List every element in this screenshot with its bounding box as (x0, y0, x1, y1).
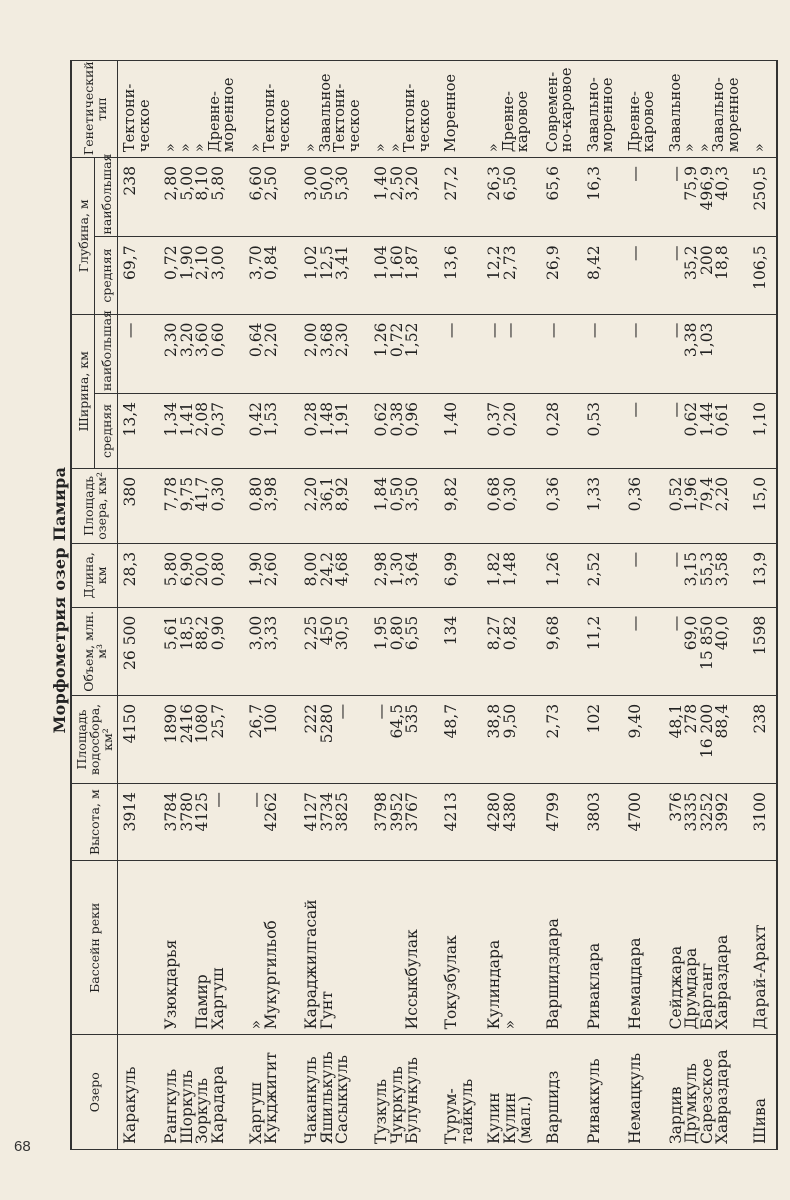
cell-width-max: — 3,38 1,03 (664, 314, 749, 393)
cell-depth-max: 26,3 6,50 (482, 158, 541, 237)
table-row (748, 61, 777, 1150)
cell-catchment: 4150 (118, 695, 160, 783)
cell-basin: » Мукургильоб (244, 861, 300, 1035)
cell-depth-max: 1,40 2,50 3,20 (369, 158, 439, 237)
cell-lake: Турум- тайкуль (439, 1035, 482, 1150)
cell-volume: — (623, 607, 664, 695)
cell-genetic: » (748, 61, 777, 158)
cell-catchment: 9,40 (623, 695, 664, 783)
cell-area: 0,36 (623, 468, 664, 543)
cell-catchment: 26,7 100 (244, 695, 300, 783)
cell-width-avg: — (623, 393, 664, 468)
table-row (244, 61, 300, 1150)
cell-height: 3784 3780 4125 — (159, 784, 244, 861)
cell-basin: Риваклара (582, 861, 623, 1035)
cell-volume: 2,25 450 30,5 (299, 607, 369, 695)
cell-depth-max: — (623, 158, 664, 237)
cell-depth-avg: — 35,2 200 18,8 (664, 237, 749, 314)
cell-length: 5,80 6,90 20,0 0,80 (159, 543, 244, 607)
cell-lake: Рангкуль Шоркуль Зоркуль Карадара (159, 1035, 244, 1150)
header-depth-max: наибольшая (95, 158, 118, 237)
cell-lake: Немацкуль (623, 1035, 664, 1150)
cell-length: — (623, 543, 664, 607)
table-row (299, 61, 369, 1150)
cell-depth-max: 2,80 5,00 8,10 5,80 (159, 158, 244, 237)
cell-width-avg: 0,62 0,38 0,96 (369, 393, 439, 468)
cell-height: 4700 (623, 784, 664, 861)
cell-catchment: 1890 2416 1080 25,7 (159, 695, 244, 783)
cell-lake: Харгуш Кукджигит (244, 1035, 300, 1150)
cell-height: 3914 (118, 784, 160, 861)
cell-lake: Зардив Друмкуль Сарезское Хавраздара (664, 1035, 749, 1150)
cell-catchment: 48,1 278 16 200 88,4 (664, 695, 749, 783)
cell-genetic: » Завальное Тектони- ческое (299, 61, 369, 158)
table-row (159, 61, 244, 1150)
cell-width-avg: 1,40 (439, 393, 482, 468)
morphometry-table (70, 60, 778, 1150)
cell-genetic: » » Тектони- ческое (369, 61, 439, 158)
cell-volume: 11,2 (582, 607, 623, 695)
cell-width-max: — (582, 314, 623, 393)
cell-length: 28,3 (118, 543, 160, 607)
cell-length: 8,00 24,2 4,68 (299, 543, 369, 607)
table-row (369, 61, 439, 1150)
cell-depth-avg: 106,5 (748, 237, 777, 314)
cell-genetic: Древне- каровое (623, 61, 664, 158)
cell-basin: Токузбулак (439, 861, 482, 1035)
cell-length: 1,82 1,48 (482, 543, 541, 607)
cell-width-max: — (439, 314, 482, 393)
cell-depth-avg: 13,6 (439, 237, 482, 314)
cell-genetic: » » » Древне- моренное (159, 61, 244, 158)
cell-area: 7,78 9,75 41,7 0,30 (159, 468, 244, 543)
cell-volume: 3,00 3,33 (244, 607, 300, 695)
cell-volume: — 69,0 15 850 40,0 (664, 607, 749, 695)
cell-area: 0,80 3,98 (244, 468, 300, 543)
cell-area: 9,82 (439, 468, 482, 543)
cell-genetic: Современ- но-каровое (541, 61, 582, 158)
cell-depth-max: 65,6 (541, 158, 582, 237)
cell-lake: Кулин Кулин (мал.) (482, 1035, 541, 1150)
cell-lake: Чаканкуль Яшилькуль Сасыккуль (299, 1035, 369, 1150)
cell-depth-max: 238 (118, 158, 160, 237)
cell-depth-avg: 1,02 12,5 3,41 (299, 237, 369, 314)
cell-width-avg: 1,34 1,41 2,08 0,37 (159, 393, 244, 468)
cell-height: 4213 (439, 784, 482, 861)
table-row (623, 61, 664, 1150)
cell-genetic: Завально- моренное (582, 61, 623, 158)
cell-volume: 26 500 (118, 607, 160, 695)
cell-volume: 134 (439, 607, 482, 695)
cell-length: 13,9 (748, 543, 777, 607)
cell-depth-avg: 26,9 (541, 237, 582, 314)
cell-volume: 8,27 0,82 (482, 607, 541, 695)
header-genetic: Генетический тип (71, 61, 118, 158)
header-depth-avg: средняя (95, 237, 118, 314)
cell-catchment: 238 (748, 695, 777, 783)
header-volume: Объем, млн. м³ (71, 607, 118, 695)
cell-length: 2,52 (582, 543, 623, 607)
page-title: Морфометрия озер Памира (50, 466, 69, 734)
cell-lake: Шива (748, 1035, 777, 1150)
cell-width-max: — (118, 314, 160, 393)
cell-catchment: — 64,5 535 (369, 695, 439, 783)
cell-width-avg: 13,4 (118, 393, 160, 468)
page-number: 68 (14, 1138, 31, 1155)
cell-depth-max: 6,60 2,50 (244, 158, 300, 237)
cell-catchment: 2,73 (541, 695, 582, 783)
cell-width-avg: — 0,62 1,44 0,61 (664, 393, 749, 468)
cell-depth-avg: 8,42 (582, 237, 623, 314)
cell-width-avg: 0,28 1,48 1,91 (299, 393, 369, 468)
cell-width-max: 0,64 2,20 (244, 314, 300, 393)
table-header (71, 61, 118, 1150)
cell-volume: 9,68 (541, 607, 582, 695)
cell-area: 1,33 (582, 468, 623, 543)
cell-width-max (748, 314, 777, 393)
cell-depth-avg: 12,2 2,73 (482, 237, 541, 314)
table-row (439, 61, 482, 1150)
cell-basin (118, 861, 160, 1035)
cell-length: — 3,15 55,3 3,58 (664, 543, 749, 607)
cell-width-max: — (541, 314, 582, 393)
cell-area: 2,20 36,1 8,92 (299, 468, 369, 543)
cell-area: 0,68 0,30 (482, 468, 541, 543)
table-body (118, 61, 777, 1150)
header-catchment: Площадь водосбора, км² (71, 695, 118, 783)
cell-basin: Иссыкбулак (369, 861, 439, 1035)
cell-basin: Немацдара (623, 861, 664, 1035)
cell-volume: 1,95 0,80 6,55 (369, 607, 439, 695)
cell-width-avg: 0,28 (541, 393, 582, 468)
cell-width-avg: 0,42 1,53 (244, 393, 300, 468)
cell-width-avg: 0,53 (582, 393, 623, 468)
header-width-group: Ширина, км (71, 314, 95, 468)
cell-height: 376 3335 3252 3992 (664, 784, 749, 861)
cell-area: 15,0 (748, 468, 777, 543)
cell-depth-max: 3,00 50,0 5,30 (299, 158, 369, 237)
cell-width-max: 2,00 3,68 2,30 (299, 314, 369, 393)
cell-basin: Караджилгасай Гунт (299, 861, 369, 1035)
cell-width-max: — — (482, 314, 541, 393)
cell-width-avg: 0,37 0,20 (482, 393, 541, 468)
cell-depth-avg: — (623, 237, 664, 314)
cell-depth-max: 16,3 (582, 158, 623, 237)
header-length: Длина, км (71, 543, 118, 607)
cell-width-avg: 1,10 (748, 393, 777, 468)
cell-width-max: — (623, 314, 664, 393)
cell-genetic: Завальное » » Завально- моренное (664, 61, 749, 158)
cell-catchment: 222 5280 — (299, 695, 369, 783)
cell-basin: Сейджара Друмдара Барганг Хавраздара (664, 861, 749, 1035)
cell-depth-avg: 1,04 1,60 1,87 (369, 237, 439, 314)
cell-area: 1,84 0,50 3,50 (369, 468, 439, 543)
header-lake: Озеро (71, 1035, 118, 1150)
header-width-avg: средняя (95, 393, 118, 468)
cell-height: — 4262 (244, 784, 300, 861)
cell-height: 4799 (541, 784, 582, 861)
cell-depth-max: — 75,9 496,9 40,3 (664, 158, 749, 237)
cell-height: 4127 3734 3825 (299, 784, 369, 861)
cell-depth-max: 27,2 (439, 158, 482, 237)
cell-catchment: 38,8 9,50 (482, 695, 541, 783)
table-row (482, 61, 541, 1150)
cell-area: 0,52 1,96 79,4 2,20 (664, 468, 749, 543)
cell-height: 3100 (748, 784, 777, 861)
cell-volume: 1598 (748, 607, 777, 695)
cell-length: 6,99 (439, 543, 482, 607)
cell-genetic: Тектони- ческое (118, 61, 160, 158)
cell-basin: Дарай-Арахт (748, 861, 777, 1035)
cell-length: 1,90 2,60 (244, 543, 300, 607)
cell-lake: Варшидз (541, 1035, 582, 1150)
cell-height: 3798 3952 3767 (369, 784, 439, 861)
cell-lake: Тузкуль Чукркуль Булункуль (369, 1035, 439, 1150)
header-basin: Бассейн реки (71, 861, 118, 1035)
cell-width-max: 2,30 3,20 3,60 0,60 (159, 314, 244, 393)
cell-lake: Риваккуль (582, 1035, 623, 1150)
cell-lake: Каракуль (118, 1035, 160, 1150)
cell-catchment: 102 (582, 695, 623, 783)
cell-length: 1,26 (541, 543, 582, 607)
table-row (118, 61, 160, 1150)
cell-genetic: » Древне- каровое (482, 61, 541, 158)
cell-length: 2,98 1,30 3,64 (369, 543, 439, 607)
header-area: Площадь озера, км² (71, 468, 118, 543)
cell-height: 4280 4380 (482, 784, 541, 861)
cell-height: 3803 (582, 784, 623, 861)
table-row (582, 61, 623, 1150)
cell-width-max: 1,26 0,72 1,52 (369, 314, 439, 393)
cell-depth-avg: 69,7 (118, 237, 160, 314)
cell-catchment: 48,7 (439, 695, 482, 783)
cell-depth-max: 250,5 (748, 158, 777, 237)
header-width-max: наибольшая (95, 314, 118, 393)
cell-basin: Узюкдарья Памир Харгуш (159, 861, 244, 1035)
cell-depth-avg: 0,72 1,90 2,10 3,00 (159, 237, 244, 314)
cell-volume: 5,61 18,5 88,2 0,90 (159, 607, 244, 695)
cell-depth-avg: 3,70 0,84 (244, 237, 300, 314)
cell-area: 0,36 (541, 468, 582, 543)
cell-area: 380 (118, 468, 160, 543)
cell-genetic: » Тектони- ческое (244, 61, 300, 158)
cell-basin: Варшидздара (541, 861, 582, 1035)
cell-basin: Кулиндара » (482, 861, 541, 1035)
table-row (664, 61, 749, 1150)
cell-genetic: Моренное (439, 61, 482, 158)
header-depth-group: Глубина, м (71, 158, 95, 315)
table-row (541, 61, 582, 1150)
header-height: Высота, м (71, 784, 118, 861)
